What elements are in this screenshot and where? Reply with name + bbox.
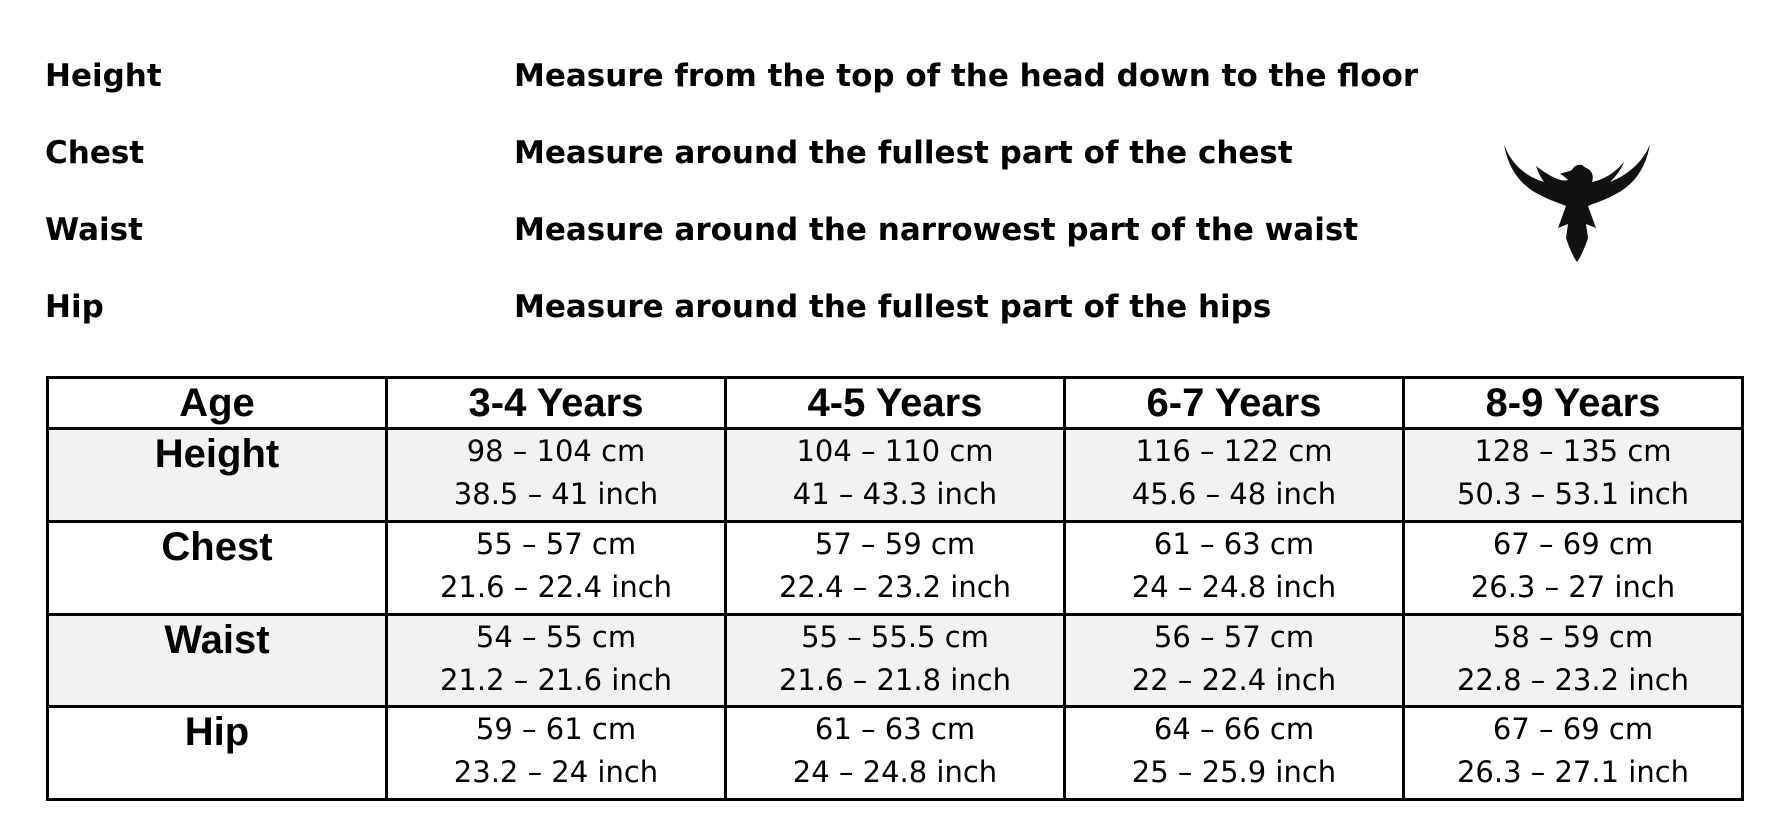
column-header: Age [48,378,387,429]
inch-value: 22.4 – 23.2 inch [778,569,1012,604]
guide-term: Chest [45,135,145,171]
guide-term: Height [45,58,162,94]
guide-description: Measure around the fullest part of the chest [514,135,1293,171]
cm-value: 67 – 69 cm [1492,526,1654,561]
inch-value: 24 – 24.8 inch [792,755,998,790]
table-cell [1404,429,1743,522]
cm-value: 58 – 59 cm [1492,619,1654,654]
table-cell [726,521,1065,614]
inch-value: 22.8 – 23.2 inch [1456,662,1690,697]
inch-value: 26.3 – 27.1 inch [1456,755,1690,790]
size-chart-table [46,376,1744,801]
cm-value: 56 – 57 cm [1153,619,1315,654]
inch-value: 23.2 – 24 inch [453,755,659,790]
cm-value: 116 – 122 cm [1135,434,1333,468]
column-header: 6-7 Years [1065,378,1404,429]
table-cell [387,429,726,522]
guide-row-waist [0,210,1600,250]
row-label: Height [48,429,387,522]
inch-value: 24 – 24.8 inch [1131,569,1337,604]
table-cell [387,614,726,707]
inch-value: 25 – 25.9 inch [1131,755,1337,790]
table-row [48,521,1743,614]
table-cell [1404,707,1743,800]
column-header: 3-4 Years [387,378,726,429]
guide-row-height [0,56,1600,96]
inch-value: 38.5 – 41 inch [453,477,659,511]
table-cell [1065,429,1404,522]
inch-value: 21.2 – 21.6 inch [439,662,673,697]
guide-description: Measure around the narrowest part of the waist [514,212,1359,248]
table-row [48,707,1743,800]
cm-value: 61 – 63 cm [1153,526,1315,561]
table-cell [726,429,1065,522]
inch-value: 21.6 – 21.8 inch [778,662,1012,697]
table-row [48,614,1743,707]
cm-value: 54 – 55 cm [475,619,637,654]
table-cell [387,521,726,614]
cm-value: 59 – 61 cm [475,712,637,747]
inch-value: 22 – 22.4 inch [1131,662,1337,697]
cm-value: 128 – 135 cm [1474,434,1672,468]
cm-value: 67 – 69 cm [1492,712,1654,747]
row-label: Waist [48,614,387,707]
table-header-row [48,378,1743,429]
guide-term: Hip [45,289,104,325]
inch-value: 26.3 – 27 inch [1470,569,1676,604]
table-row [48,429,1743,522]
cm-value: 55 – 57 cm [475,526,637,561]
table-cell [726,707,1065,800]
table-cell [1404,521,1743,614]
cm-value: 64 – 66 cm [1153,712,1315,747]
cm-value: 61 – 63 cm [814,712,976,747]
guide-term: Waist [45,212,143,248]
table-cell [1065,614,1404,707]
table-cell [1065,707,1404,800]
guide-row-hip [0,287,1600,327]
row-label: Hip [48,707,387,800]
guide-row-chest [0,133,1600,173]
guide-description: Measure from the top of the head down to the floor [514,58,1419,94]
cm-value: 104 – 110 cm [796,434,994,468]
eagle-icon [1502,138,1652,262]
table-cell [726,614,1065,707]
guide-description: Measure around the fullest part of the hips [514,289,1272,325]
inch-value: 21.6 – 22.4 inch [439,569,673,604]
table-cell [387,707,726,800]
cm-value: 55 – 55.5 cm [801,619,989,654]
inch-value: 45.6 – 48 inch [1131,477,1337,511]
column-header: 8-9 Years [1404,378,1743,429]
table-cell [1404,614,1743,707]
cm-value: 57 – 59 cm [814,526,976,561]
measurement-guide [0,0,1767,340]
row-label: Chest [48,521,387,614]
table-cell [1065,521,1404,614]
column-header: 4-5 Years [726,378,1065,429]
inch-value: 41 – 43.3 inch [792,477,998,511]
cm-value: 98 – 104 cm [466,434,646,468]
inch-value: 50.3 – 53.1 inch [1456,477,1690,511]
